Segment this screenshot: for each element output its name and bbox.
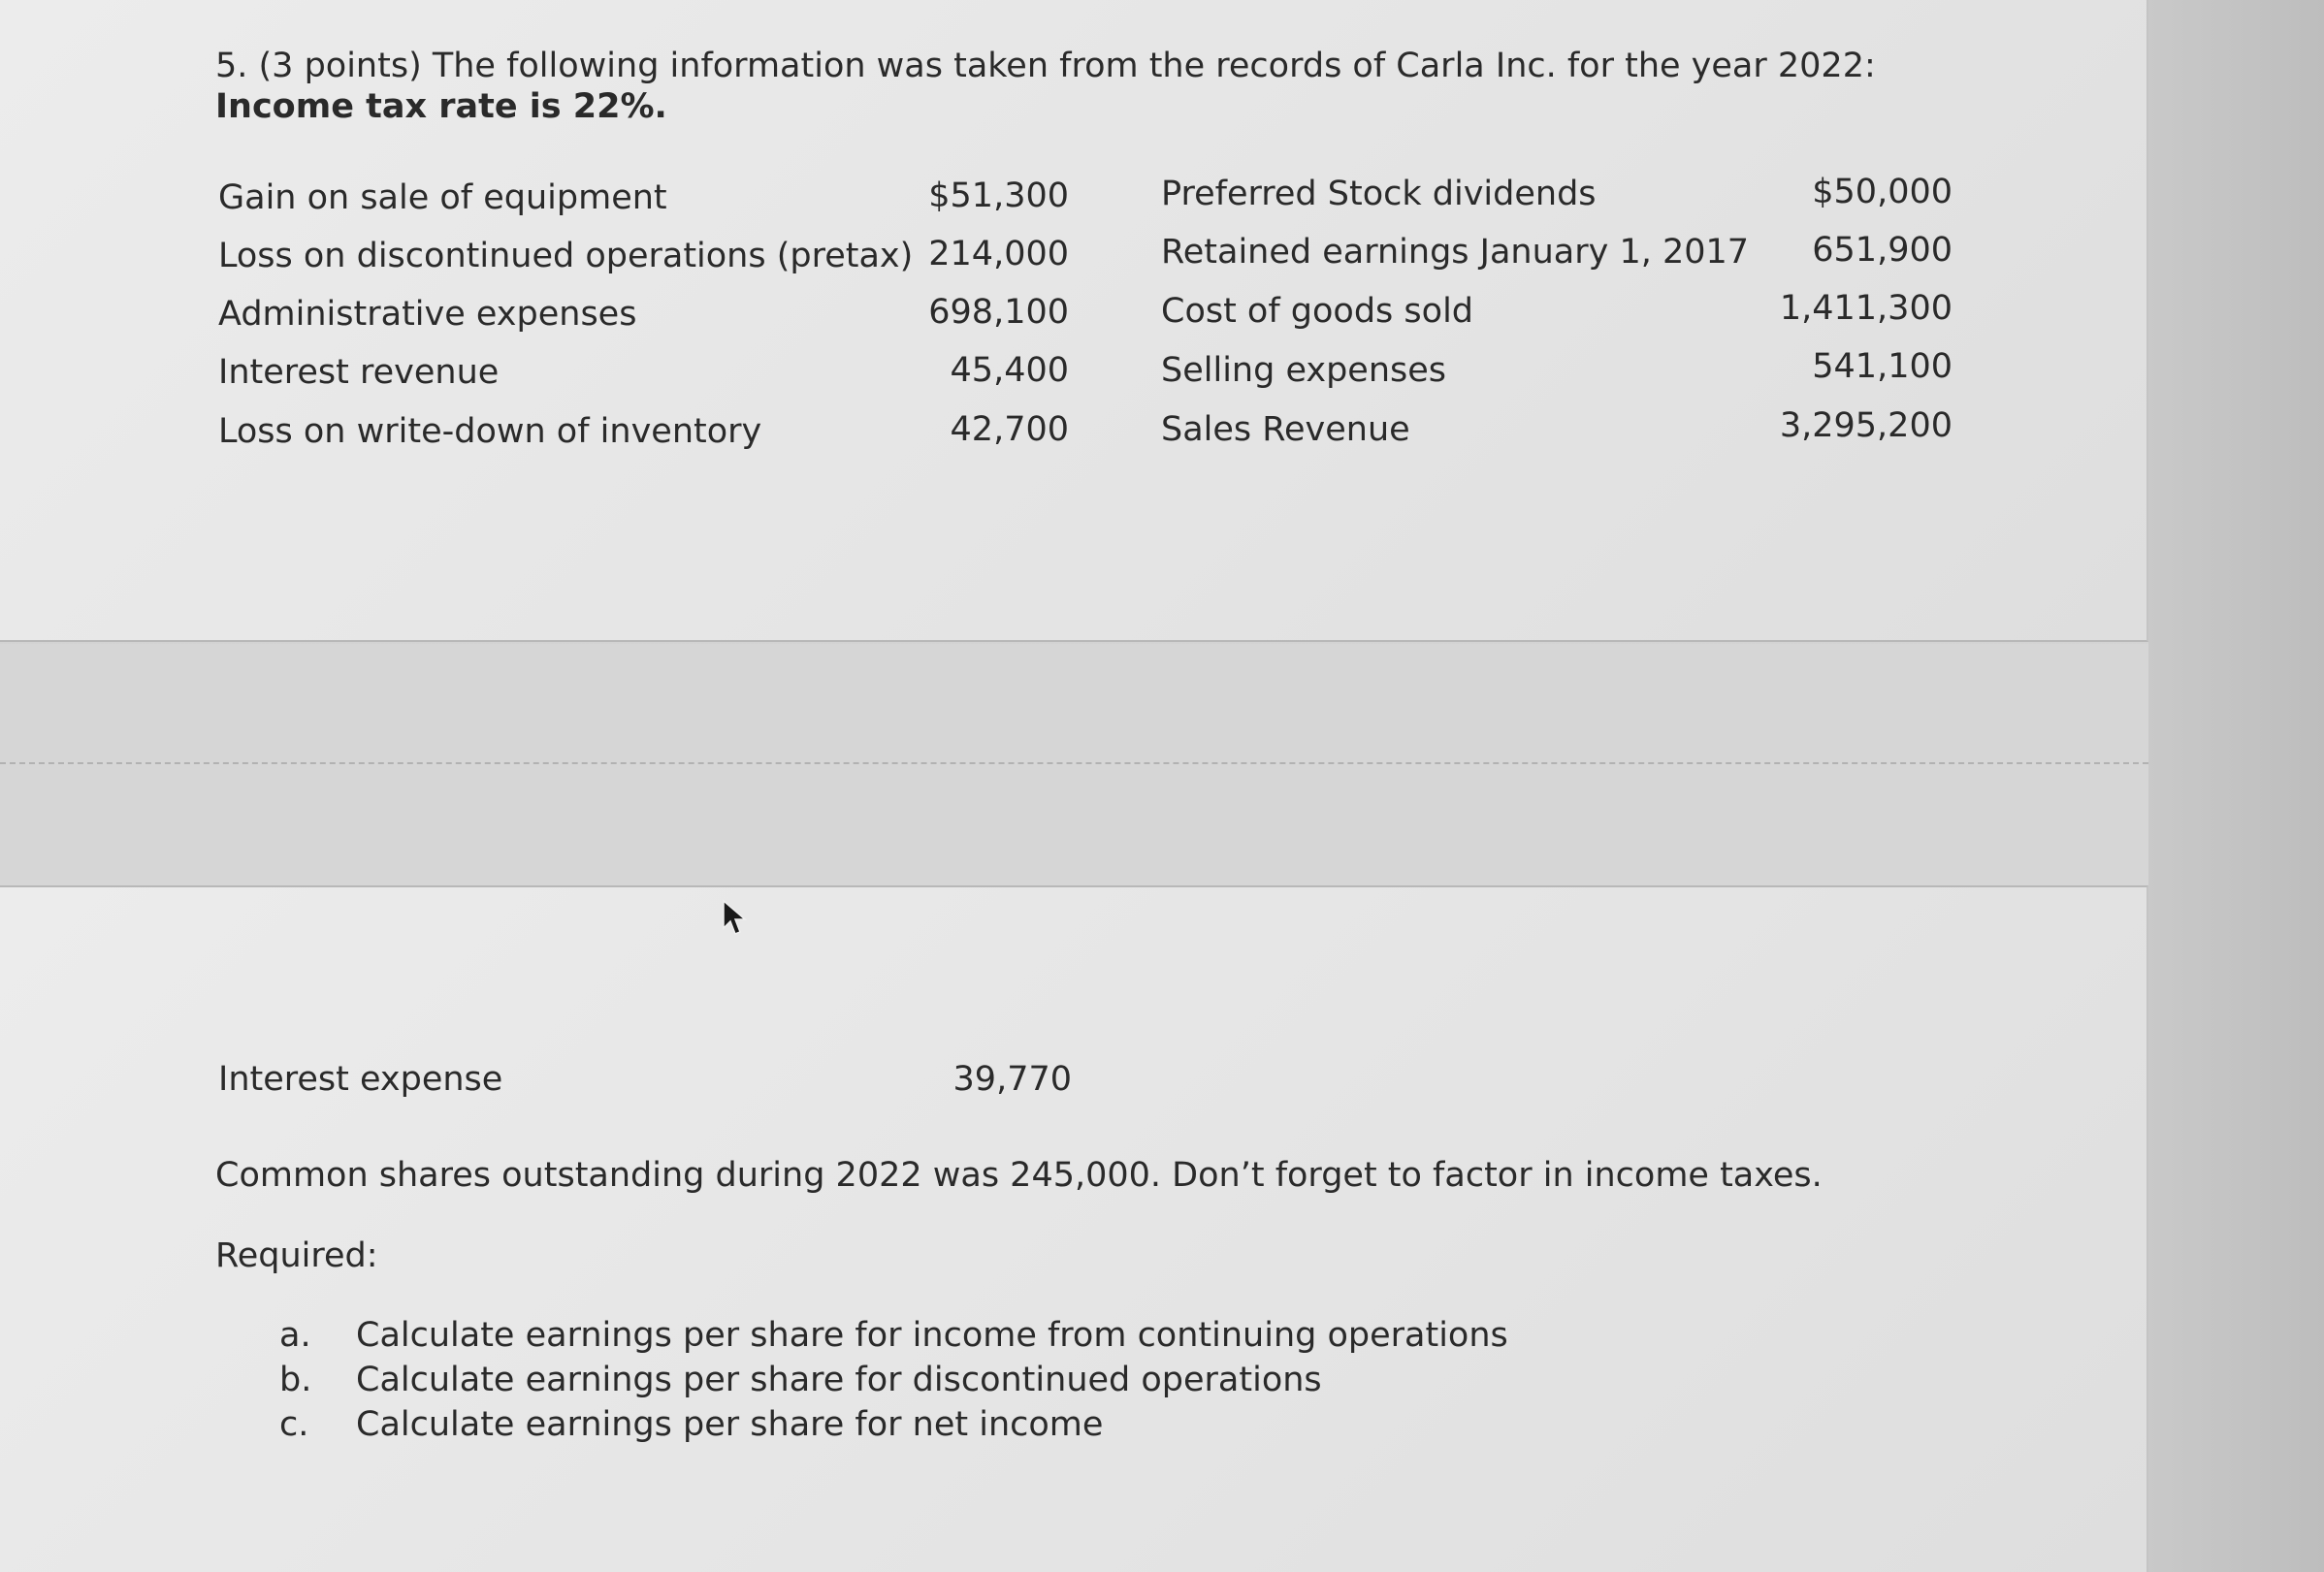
left-item-label: Administrative expenses [218,295,637,334]
section-gap [0,644,2148,886]
right-item-label: Sales Revenue [1161,410,1410,449]
required-title: Required: [215,1236,378,1275]
left-item-label: Loss on discontinued operations (pretax) [218,237,914,275]
question-panel [0,0,2148,642]
right-item-label: Cost of goods sold [1161,292,1474,331]
required-item: Calculate earnings per share for net income [356,1405,1104,1444]
page-edge [2148,0,2324,1572]
right-item-label: Retained earnings January 1, 2017 [1161,233,1750,272]
question-heading: 5. (3 points) The following information was taken from the records of Carla Inc. for the year 2022: [215,47,1876,85]
right-item-label: Preferred Stock dividends [1161,175,1597,213]
right-item-value: 651,900 [1812,231,1953,270]
left-item-value: 698,100 [928,293,1069,332]
interest-expense-value: 39,770 [952,1060,1072,1099]
required-marker: c. [279,1405,309,1444]
right-item-label: Selling expenses [1161,351,1447,390]
left-item-value: 42,700 [950,410,1069,449]
right-item-value: $50,000 [1812,173,1953,211]
required-item: Calculate earnings per share for discontinued operations [356,1361,1322,1399]
answer-panel [0,885,2148,1572]
left-item-value: 45,400 [950,351,1069,390]
mouse-pointer-icon [722,899,751,938]
left-item-value: $51,300 [928,176,1069,215]
required-marker: b. [279,1361,312,1399]
right-item-value: 3,295,200 [1779,406,1953,445]
left-item-label: Gain on sale of equipment [218,178,667,217]
left-item-label: Interest revenue [218,353,500,392]
shares-note: Common shares outstanding during 2022 was 245,000. Don’t forget to factor in income taxes. [215,1156,1823,1195]
right-item-value: 541,100 [1812,347,1953,386]
left-item-label: Loss on write-down of inventory [218,412,762,451]
required-marker: a. [279,1316,311,1355]
right-item-value: 1,411,300 [1779,289,1953,328]
left-item-value: 214,000 [928,235,1069,273]
required-item: Calculate earnings per share for income from continuing operations [356,1316,1508,1355]
dashed-divider [0,762,2148,764]
interest-expense-label: Interest expense [218,1060,503,1099]
tax-rate-note: Income tax rate is 22%. [215,87,667,126]
